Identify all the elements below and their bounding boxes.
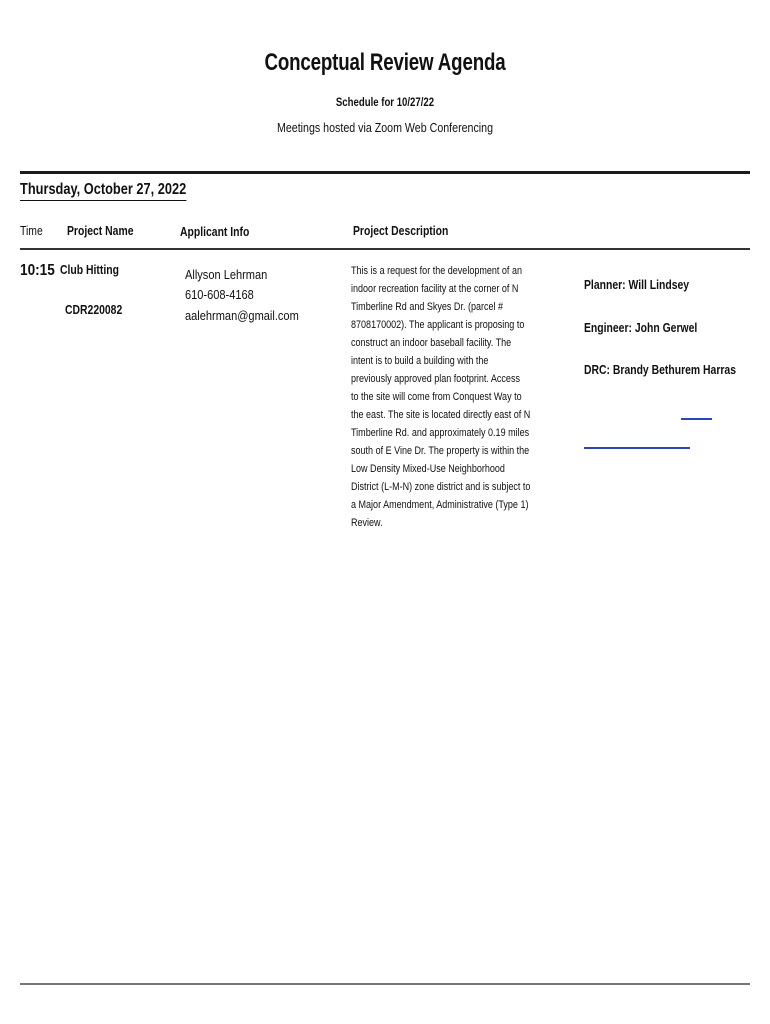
description-line: intent is to build a building with the	[351, 355, 489, 367]
staff-engineer: Engineer: John Gerwel	[584, 320, 698, 335]
applicant-name: Allyson Lehrman	[185, 267, 268, 282]
description-line: indoor recreation facility at the corner of N	[351, 283, 519, 295]
applicant-phone: 610-608-4168	[185, 287, 254, 302]
footer-divider	[20, 983, 750, 985]
description-line: Timberline Rd. and approximately 0.19 miles	[351, 427, 530, 439]
description-line: 8708170002). The applicant is proposing to	[351, 319, 525, 331]
description-line: Low Density Mixed-Use Neighborhood	[351, 463, 505, 475]
day-heading: Thursday, October 27, 2022	[20, 181, 186, 201]
hyperlink-underline[interactable]	[681, 418, 712, 420]
description-line: south of E Vine Dr. The property is within the	[351, 445, 530, 457]
item-time: 10:15	[20, 262, 55, 279]
description-line: construct an indoor baseball facility. The	[351, 337, 512, 349]
description-line: previously approved plan footprint. Access	[351, 373, 520, 385]
description-line: This is a request for the development of an	[351, 265, 522, 277]
description-line: the east. The site is located directly east of N	[351, 409, 531, 421]
header-divider	[20, 248, 750, 250]
top-divider	[20, 171, 750, 174]
column-header-description: Project Description	[353, 223, 449, 238]
column-header-project: Project Name	[67, 223, 134, 238]
column-header-applicant: Applicant Info	[180, 224, 250, 239]
applicant-email[interactable]: aalehrman@gmail.com	[185, 308, 299, 323]
page-title: Conceptual Review Agenda	[264, 49, 506, 76]
item-project-name: Club Hitting	[60, 262, 119, 277]
description-line: Review.	[351, 517, 383, 529]
column-header-time: Time	[20, 223, 43, 238]
description-line: District (L-M-N) zone district and is subject to	[351, 481, 531, 493]
staff-planner: Planner: Will Lindsey	[584, 277, 690, 292]
schedule-date: Schedule for 10/27/22	[335, 95, 435, 109]
meetings-note: Meetings hosted via Zoom Web Conferencing	[276, 120, 494, 135]
hyperlink-underline[interactable]	[584, 447, 690, 449]
description-line: to the site will come from Conquest Way to	[351, 391, 522, 403]
description-line: a Major Amendment, Administrative (Type 1)	[351, 499, 529, 511]
item-project-id: CDR220082	[65, 302, 123, 317]
description-line: Timberline Rd and Skyes Dr. (parcel #	[351, 301, 504, 313]
staff-drc: DRC: Brandy Bethurem Harras	[584, 362, 736, 377]
